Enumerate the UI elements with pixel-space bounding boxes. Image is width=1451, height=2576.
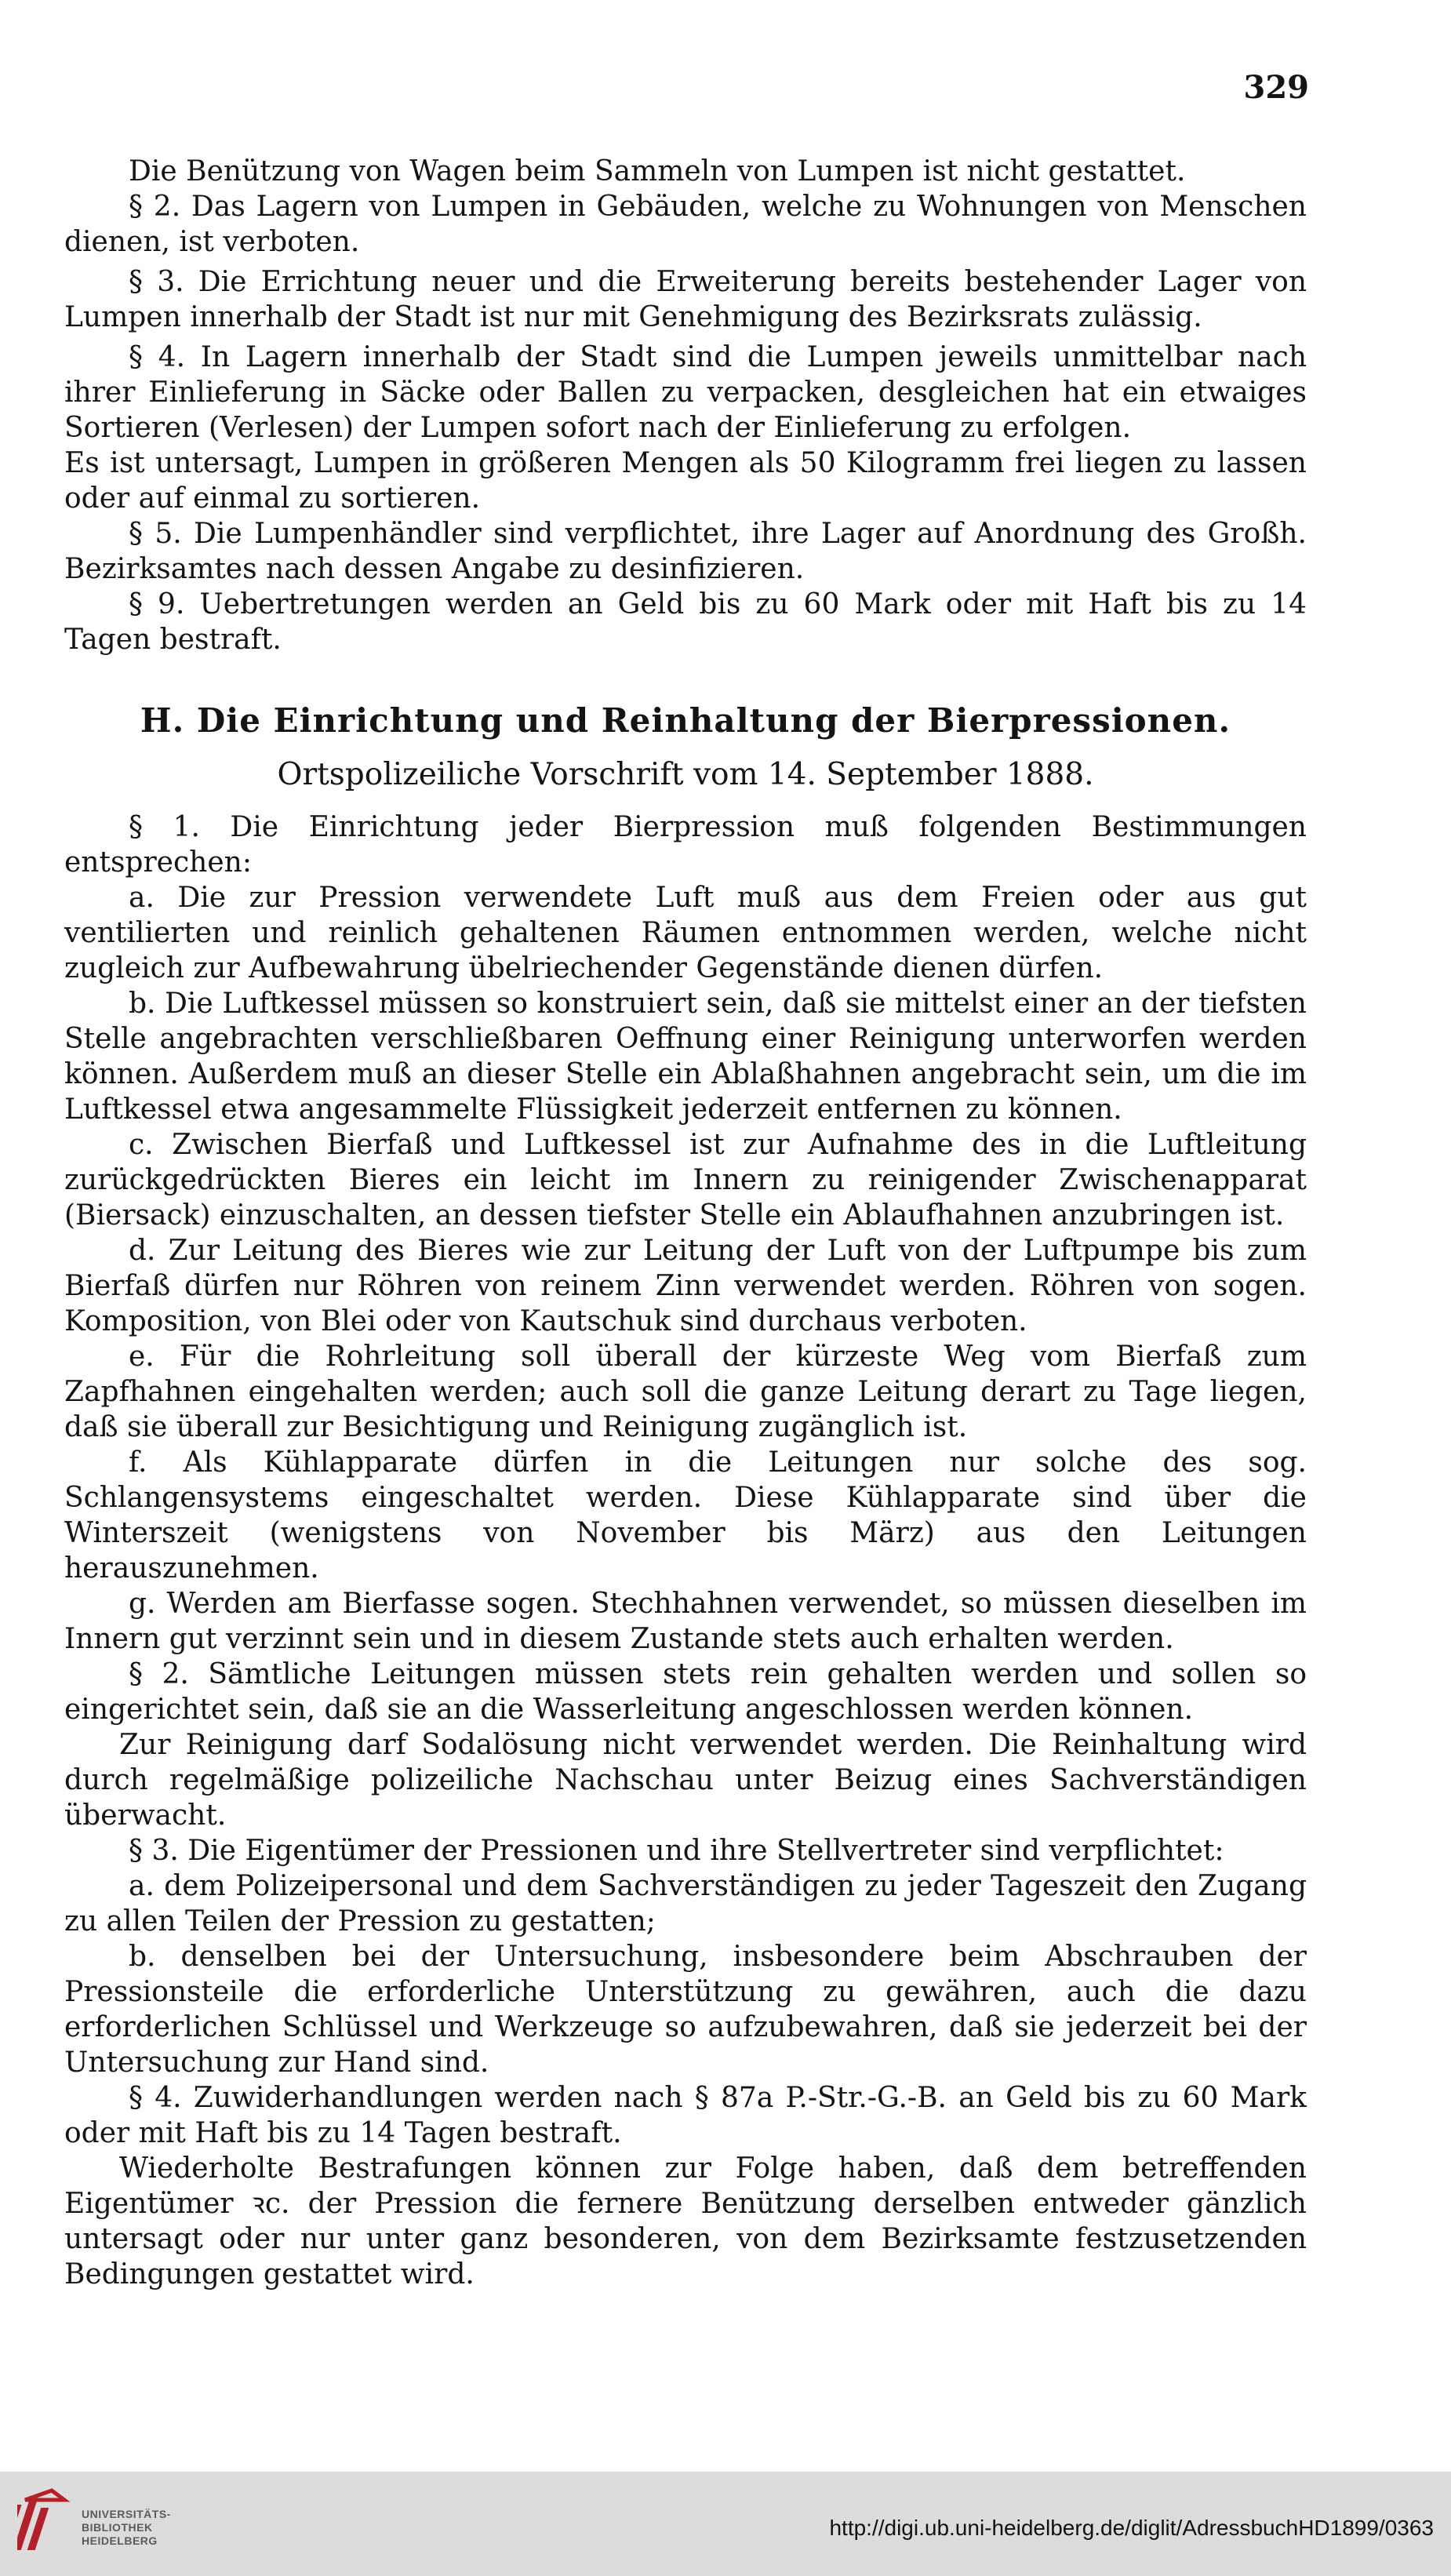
paragraph-wagen: Die Benützung von Wagen beim Sammeln von Lumpen ist nicht gestattet. [129, 155, 1186, 187]
library-logo-icon [17, 2484, 74, 2563]
paragraph-g-par5: § 5. Die Lumpenhändler sind verpflichtet, ihre Lager auf Anordnung des Großh. Bezirksamtes nach dessen Angabe zu desinfizieren. [64, 518, 1307, 585]
paragraph-h-par2-cont: Zur Reinigung darf Sodalösung nicht verwendet werden. Die Reinhaltung wird durch regelmäßige polizeiliche Nachschau unter Beizug eines Sachverständigen überwacht. [64, 1729, 1307, 1832]
paragraph-h-par1: § 1. Die Einrichtung jeder Bierpression muß folgenden Bestimmungen entsprechen: [64, 811, 1307, 879]
source-url[interactable]: http://digi.ub.uni-heidelberg.de/diglit/AdressbuchHD1899/0363 [829, 2516, 1434, 2540]
paragraph-g-par4: § 4. In Lagern innerhalb der Stadt sind die Lumpen jeweils unmittelbar nach ihrer Einlieferung in Säcke oder Ballen zu verpacken, desgleichen hat ein etwaiges Sortieren (Verlesen) der Lumpen sofort nach der Einlieferung zu erfolgen. [64, 341, 1307, 444]
paragraph-h-item-b: b. Die Luftkessel müssen so konstruiert sein, daß sie mittelst einer an der tiefsten Stelle angebrachten verschließbaren Oeffnung einer Reinigung unterworfen werden können. Außerdem muß an dieser Stelle ein Ablaßhahnen angebracht sein, um die im Luftkessel etwa angesammelte Flüssigkeit jederzeit entfernen zu können. [64, 988, 1307, 1126]
paragraph-g-par3: § 3. Die Errichtung neuer und die Erweiterung bereits bestehender Lager von Lumpen innerhalb der Stadt ist nur mit Genehmigung des Bezirksrats zulässig. [64, 266, 1307, 333]
page-number: 329 [1243, 69, 1309, 106]
paragraph-h-par2: § 2. Sämtliche Leitungen müssen stets rein gehalten werden und sollen so eingerichtet sein, daß sie an die Wasserleitung angeschlossen werden können. [64, 1658, 1307, 1726]
logo-line-2: BIBLIOTHEK [82, 2521, 153, 2534]
paragraph-h-item-c: c. Zwischen Bierfaß und Luftkessel ist zur Aufnahme des in die Luftleitung zurückgedrückten Bieres ein leicht im Innern zu reinigender Zwischenapparat (Biersack) einzuschalten, an dessen tiefster Stelle ein Ablaufhahnen anzubringen ist. [64, 1129, 1307, 1232]
paragraph-g-par2: § 2. Das Lagern von Lumpen in Gebäuden, welche zu Wohnungen von Menschen dienen, ist verboten. [64, 191, 1307, 258]
paragraph-h-par4-cont: Wiederholte Bestrafungen können zur Folge haben, daß dem betreffenden Eigentümer ꝛc. der Pression die fernere Benützung derselben entweder gänzlich untersagt oder nur unter ganz besonderen, von dem Bezirksamte festzusetzenden Bedingungen gestattet wird. [64, 2152, 1307, 2290]
paragraph-h-item-g: g. Werden am Bierfasse sogen. Stechhahnen verwendet, so müssen dieselben im Innern gut verzinnt sein und in diesem Zustande stets auch erhalten werden. [64, 1588, 1307, 1655]
paragraph-g-par4-cont: Es ist untersagt, Lumpen in größeren Mengen als 50 Kilogramm frei liegen zu lassen oder auf einmal zu sortieren. [64, 447, 1307, 515]
logo-line-1: UNIVERSITÄTS- [82, 2508, 171, 2520]
section-subheading: Ortspolizeiliche Vorschrift vom 14. September 1888. [277, 757, 1094, 792]
footer-bar [0, 2472, 1451, 2576]
page-body [64, 154, 1307, 2292]
section-heading: H. Die Einrichtung und Reinhaltung der Bierpressionen. [140, 701, 1231, 740]
paragraph-h-item-f: f. Als Kühlapparate dürfen in die Leitungen nur solche des sog. Schlangensystems eingeschaltet werden. Diese Kühlapparate sind über die Winterszeit (wenigstens von November bis März) aus den Leitungen herauszunehmen. [64, 1446, 1307, 1585]
paragraph-h-par3-item-a: a. dem Polizeipersonal und dem Sachverständigen zu jeder Tageszeit den Zugang zu allen Teilen der Pression zu gestatten; [64, 1870, 1307, 1937]
paragraph-g-par9: § 9. Uebertretungen werden an Geld bis zu 60 Mark oder mit Haft bis zu 14 Tagen bestraft. [64, 588, 1307, 656]
logo-line-3: HEIDELBERG [82, 2534, 158, 2547]
paragraph-h-par3: § 3. Die Eigentümer der Pressionen und ihre Stellvertreter sind verpflichtet: [129, 1835, 1224, 1867]
paragraph-h-item-a: a. Die zur Pression verwendete Luft muß aus dem Freien oder aus gut ventilierten und reinlich gehaltenen Räumen entnommen werden, welche nicht zugleich zur Aufbewahrung übelriechender Gegenstände dienen dürfen. [64, 882, 1307, 984]
paragraph-h-par4: § 4. Zuwiderhandlungen werden nach § 87a P.-Str.-G.-B. an Geld bis zu 60 Mark oder mit Haft bis zu 14 Tagen bestraft. [64, 2082, 1307, 2149]
paragraph-h-par3-item-b: b. denselben bei der Untersuchung, insbesondere beim Abschrauben der Pressionsteile die erforderliche Unterstützung zu gewähren, auch die dazu erforderlichen Schlüssel und Werkzeuge so aufzubewahren, daß sie jederzeit bei der Untersuchung zur Hand sind. [64, 1941, 1307, 2079]
paragraph-h-item-e: e. Für die Rohrleitung soll überall der kürzeste Weg vom Bierfaß zum Zapfhahnen eingehalten werden; auch soll die ganze Leitung derart zu Tage liegen, daß sie überall zur Besichtigung und Reinigung zugänglich ist. [64, 1341, 1307, 1443]
library-logo-text [82, 2508, 171, 2548]
paragraph-h-item-d: d. Zur Leitung des Bieres wie zur Leitung der Luft von der Luftpumpe bis zum Bierfaß dürfen nur Röhren von reinem Zinn verwendet werden. Röhren von sogen. Komposition, von Blei oder von Kautschuk sind durchaus verboten. [64, 1235, 1307, 1337]
library-logo[interactable] [17, 2484, 205, 2563]
